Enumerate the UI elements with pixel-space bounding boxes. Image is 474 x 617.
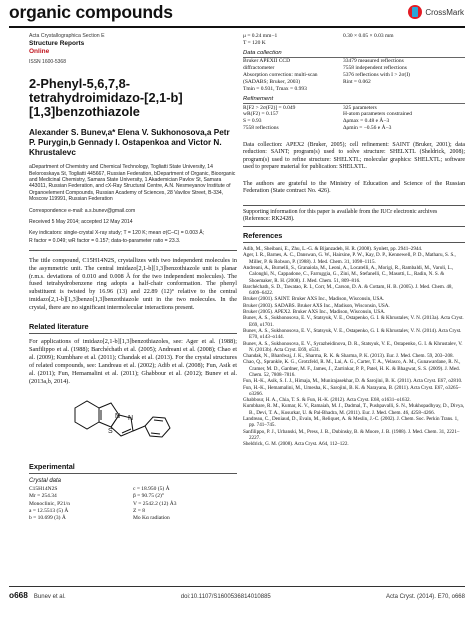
crystal-data-item: b = 10.699 (3) Å <box>29 515 66 522</box>
row-key: S = 0.93 <box>243 118 262 125</box>
footer-doi[interactable]: doi:10.1107/S1600536814010885 <box>180 594 271 600</box>
row-key: Bruker APEXII CCD <box>243 58 291 65</box>
abstract-rule <box>29 250 237 251</box>
crossmark-badge[interactable] <box>408 5 464 19</box>
correspondence-email[interactable]: Correspondence e-mail: a.s.bunev@gmail.com <box>29 207 136 214</box>
table-row <box>243 86 465 93</box>
crystal-data-item: C15H14N2S <box>29 486 58 493</box>
row-value: 325 parameters <box>343 104 377 111</box>
reference-item: Chandak, N., Bhardwaj, J. K., Sharma, R. K. & Sharma, P. K. (2013). Eur. J. Med. Chem. 59, 203–208. <box>243 353 454 360</box>
left-column <box>29 33 237 522</box>
row-key: (SADABS; Bruker, 2003) <box>243 79 301 86</box>
crystal-data-item: Mo Kα radiation <box>133 515 170 522</box>
footer-rule <box>9 586 465 587</box>
footer-citation: Acta Cryst. (2014). E70, o668 <box>385 594 465 600</box>
divider <box>243 103 465 104</box>
journal-online: Online <box>29 47 50 55</box>
row-value: Δρmax = 0.48 e Å−3 <box>343 118 390 125</box>
refinement-heading: Refinement <box>243 95 274 102</box>
related-literature-heading: Related literature <box>29 321 89 331</box>
reference-item: Fun, H.-K., Hemamalini, M., Umesha, K., Sarojini, B. K. & Narayana, B. (2011). Acta Cryst. E67, o3265–o3266. <box>243 384 461 397</box>
software-text: Data collection: APEX2 (Bruker, 2005); cell refinement: SAINT (Bruker, 2001); data reduction: SAINT; program(s) used to solve structure: SHELXTL (Sheldrick, 2008); program(s) used to refine structure: SHELXTL; molecular graphics: SHELXTL; software used to prepare material for publication: SHELXTL. <box>243 142 465 170</box>
row-value: Δρmin = −0.56 e Å−3 <box>343 125 392 132</box>
reference-item: Bruker (2001). SAINT. Bruker AXS Inc., Madison, Wisconsin, USA. <box>243 296 385 303</box>
crystal-data-item: c = 18.950 (5) Å <box>133 486 170 493</box>
data-collection-heading: Data collection <box>243 49 282 56</box>
row-key: R[F2 > 2σ(F2)] = 0.049 <box>243 104 296 111</box>
reference-item: Barchéchath, S. D., Tawatao, R. I., Corr, M., Carson, D. A. & Cottam, H. B. (2005). J. Med. Chem. 48, 6409–6422. <box>243 283 453 297</box>
crystal-data-right <box>133 486 176 522</box>
crystal-data-item: a = 12.5513 (5) Å <box>29 507 69 514</box>
right-column <box>243 33 465 448</box>
key-indicators: Key indicators: single-crystal X-ray study; T = 120 K; mean σ(C–C) = 0.003 Å; <box>29 230 205 237</box>
row-value: 5376 reflections with I > 2σ(I) <box>343 72 411 79</box>
crystal-data-item: Z = 8 <box>133 507 145 514</box>
row-key: Absorption correction: multi-scan <box>243 72 318 79</box>
sulfur-atom-label: S <box>108 427 113 435</box>
reference-item: Andreani, A., Burnelli, S., Granaiola, M., Leoni, A., Locatelli, A., Morigi, R., Rambaldi, M., Varoli, L., Calonghi, N., Cappadone, C., Farruggia, G., Zini, M., Stefanelli, C., Masotti, L., Radin, N. S. & Shoemaker, R. H. (2008). J. Med. Chem. 51, 809–816. <box>243 264 454 284</box>
crystal-data-heading: Crystal data <box>29 478 62 485</box>
structure-drawing <box>29 390 237 452</box>
experimental-rule <box>29 473 237 474</box>
crystal-data-table <box>29 486 237 522</box>
reference-item: Sanfilippo, P. J., Urbanski, M., Press, J. B., Dubinsky, B. & Moore, J. B. (1988). J. Med. Chem. 31, 2221–2227. <box>243 428 460 441</box>
reference-item: Ghabbour, H. A., Chia, T. S. & Fun, H.-K. (2012). Acta Cryst. E68, o1631–o1632. <box>243 397 411 404</box>
acknowledgement: The authors are grateful to the Ministry of Education and Science of the Russian Federation (State contract No. 426). <box>243 180 465 195</box>
received-dates: Received 5 May 2014; accepted 12 May 2014 <box>29 218 133 225</box>
crystal-data-left <box>29 486 133 522</box>
reference-item: Kumbhare, R. M., Kumar, K. V., Ramaiah, M. J., Dadmal, T., Pushpavalli, S. N., Mukhopadhyay, D., Divya, B., Devi, T. A., Kosurkar, U. & Pal-Bhadra, M. (2011). Eur. J. Med. Chem. 46, 4258–4266. <box>243 403 465 416</box>
row-key: wR(F2) = 0.157 <box>243 111 279 118</box>
crystal-data-item: Monoclinic, P21/n <box>29 500 70 507</box>
table-row <box>243 33 465 40</box>
supplementary-info[interactable]: Supporting information for this paper is available from the IUCr electronic archives (Reference: RK2428). <box>243 205 465 227</box>
reference-item: Bunev, A. S., Sukhonosova, E. V., Syrazheidinova, D. R., Statsyuk, V. E., Ostapenko, G. I. & Khrustalev, V. N. (2013b). Acta Cryst. E69, o531. <box>243 340 463 353</box>
reference-item: Landreau, C., Deniaud, D., Evain, M., Reliquet, A. & Meslin, J.-C. (2002). J. Chem. Soc. Perkin Trans. 1, pp. 741–745. <box>243 416 459 429</box>
crossmark-label: CrossMark <box>425 7 464 17</box>
reference-item: Ager, I. R., Barnes, A. C., Danswan, G. W., Hairsine, P. W., Kay, D. P., Kennewell, P. D., Matharu, S. S., Miller, P. & Robson, P. (1988). J. Med. Chem. 31, 1098–1115. <box>243 252 456 265</box>
row-key: Tmin = 0.931, Tmax = 0.993 <box>243 86 307 93</box>
row-key: diffractometer <box>243 65 275 72</box>
header-rule <box>9 26 465 28</box>
related-literature-text: For applications of imidazo[2,1-b][1,3]benzothiazoles, see: Ager et al. (1988); Sanfilippo et al. (1988); Barchéchath et al. (2005); Andreani et al. (2008); Chao et al. (2009); Kumbhare et al. (2011); Chandak et al. (2013). For the crystal structures of related compounds, see: Landreau et al. (2002); Adib et al. (2008); Fun, Asik et al. (2011); Fun, Hemamalini et al. (2011); Ghabbour et al. (2012); Bunev et al. (2013a,b, 2014). <box>29 338 237 385</box>
related-rule <box>29 333 237 334</box>
table-row <box>243 40 465 47</box>
reference-list <box>243 246 465 448</box>
footer-authors: Bunev et al. <box>33 594 66 600</box>
page-number: o668 <box>9 590 28 600</box>
reference-item: Bunev, A. S., Sukhonosova, E. V., Statsyuk, V. E., Ostapenko, G. I. & Khrustalev, V. N. (2014). Acta Cryst. E70, o143–o144. <box>243 327 462 341</box>
reference-item: Bunev, A. S., Sukhonosova, E. V., Statsyuk, V. E., Ostapenko, G. I. & Khrustalev, V. N. (2013a). Acta Cryst. E69, o1701. <box>243 315 464 328</box>
crystal-data-item: Mr = 254.34 <box>29 493 57 500</box>
row-key: T = 120 K <box>243 39 266 46</box>
section-header-title: organic compounds <box>9 2 173 22</box>
reference-item: Chao, Q., Sprankle, K. G., Grotzfeld, R. M., Lai, A. G., Carter, T. A., Velasco, A. M., Gunawardane, R. N., Cramer, M. D., Gardner, M. F., James, J., Zarrinkar, P. P., Patel, H. K. & Bhagwat, S. S. (2009). J. Med. Chem. 52, 7808–7816. <box>243 359 461 378</box>
references-heading: References <box>243 231 283 241</box>
issn: ISSN 1600-5368 <box>29 58 66 65</box>
affiliations: aDepartment of Chemistry and Chemical Technology, Togliatti State University, 14 Belorosskaya St, Togliatti 445667, Russian Federation, bDepartment of Organic, Bioorganic and Medicinal Chemistry, Samara State University, 1 Akademician Pavlov St, Samara 443011, Russian Federation, and cX-Ray Structural Centre, A.N. Nesmeyanov Institute of Organoelement Compounds, Russian Academy of Sciences, 28 Vavilov Street, B-334, Moscow 119991, Russian Federation <box>29 164 236 203</box>
key-indicators-rfactor: R factor = 0.049; wR factor = 0.157; data-to-parameter ratio = 23.3. <box>29 237 181 244</box>
reference-item: Fun, H.-K., Asik, S. I. J., Himaja, M., Munirajasekhar, D. & Sarojini, B. K. (2011). Acta Cryst. E67, o2810. <box>243 378 463 385</box>
row-value: Rint = 0.062 <box>343 79 371 86</box>
experimental-heading: Experimental <box>29 461 75 471</box>
abstract: The title compound, C15H14N2S, crystallizes with two independent molecules in the asymmetric unit. The central imidazo[2,1-b][1,3]benzothiazole unit is planar (r.m.s. deviations of 0.010 and 0.008 Å for the two independent molecules). The fused tetrahydrobenzene ring adopts a half-chair conformation. The phenyl substituent is twisted by 16.96 (13) and 22.89 (12)° relative to the central imidazo[2,1-b][1,3]benzo[1,3]benzothiazole unit in the two molecules. In the crystal, there are no significant intermolecular interactions present. <box>29 256 237 311</box>
journal-subtitle: Structure Reports <box>29 39 85 47</box>
nitrogen-atom-label-2: N <box>128 414 134 422</box>
row-value: 33479 measured reflections <box>343 58 404 65</box>
reference-item: Sheldrick, G. M. (2008). Acta Cryst. A64, 112–122. <box>243 441 349 448</box>
article-title: 2-Phenyl-5,6,7,8-tetrahydroimidazo-[2,1-b][1,3]benzothiazole <box>29 75 183 119</box>
crossmark-icon <box>408 5 422 19</box>
crystal-data-item: V = 2542.2 (12) Å3 <box>133 500 177 507</box>
row-key: μ = 0.24 mm−1 <box>243 33 278 39</box>
row-value <box>343 40 465 47</box>
journal-name: Acta Crystallographica Section E <box>29 33 105 39</box>
page-footer <box>9 590 465 600</box>
row-value: 7558 independent reflections <box>343 65 407 72</box>
row-key: 7558 reflections <box>243 125 279 132</box>
table-row <box>243 79 465 86</box>
reference-item: Adib, M., Sheibani, E., Zhu, L.-G. & Bijanzadeh, H. R. (2008). Synlett, pp. 2941–2944. <box>243 246 423 253</box>
row-value: 0.30 × 0.05 × 0.03 mm <box>343 33 394 39</box>
row-value: H-atom parameters constrained <box>343 111 413 118</box>
reference-item: Bruker (2005). APEX2. Bruker AXS Inc., Madison, Wisconsin, USA. <box>243 309 386 316</box>
chemical-structure-scheme <box>29 390 237 452</box>
nitrogen-atom-label: N <box>115 412 121 420</box>
row-value <box>343 86 465 93</box>
cyclohexane-ring <box>75 401 99 429</box>
article-authors: Alexander S. Bunev,a* Elena V. Sukhonosova,a Petr P. Purygin,b Gennady I. Ostapenkoa and Victor N. Khrustalevc <box>29 127 230 157</box>
reference-item: Bruker (2003). SADABS. Bruker AXS Inc., Madison, Wisconsin, USA. <box>243 302 390 309</box>
crystal-data-item: β = 90.75 (2)° <box>133 493 165 500</box>
references-rule <box>243 242 465 243</box>
table-row <box>243 125 465 132</box>
